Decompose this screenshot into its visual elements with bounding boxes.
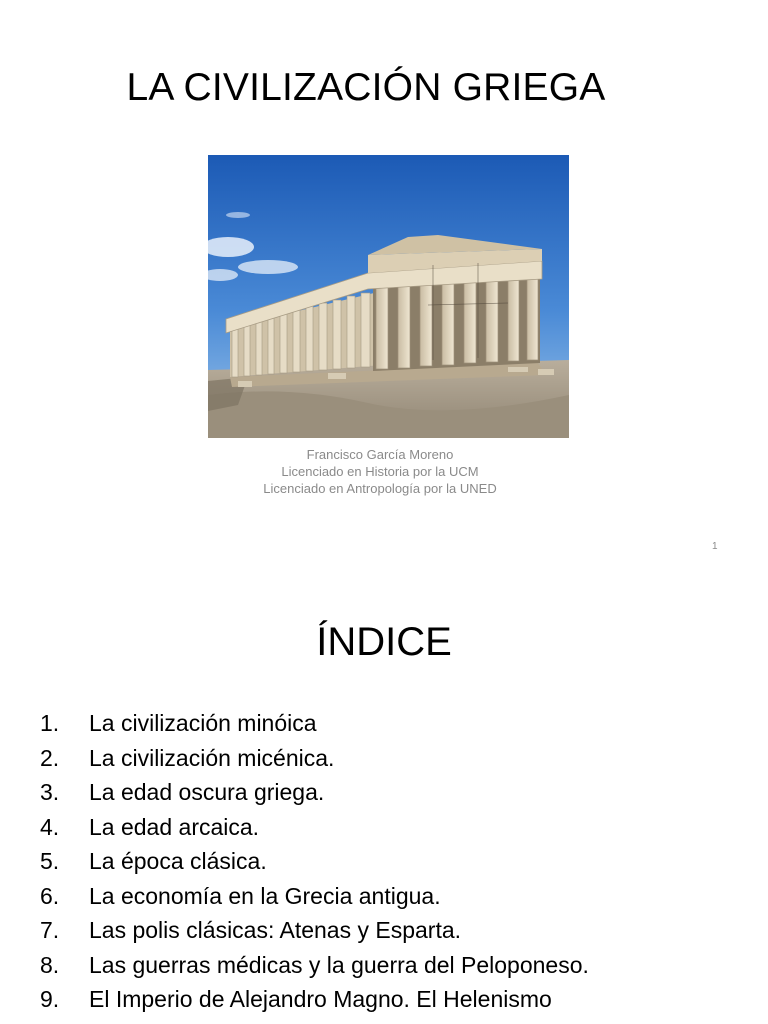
item-text: La época clásica. <box>89 848 267 874</box>
list-item <box>40 706 589 741</box>
list-item <box>40 775 589 810</box>
list-item <box>40 948 589 983</box>
item-text: Las polis clásicas: Atenas y Esparta. <box>89 917 462 943</box>
list-item <box>40 879 589 914</box>
presentation-title: LA CIVILIZACIÓN GRIEGA <box>126 66 606 109</box>
author-name: Francisco García Moreno <box>306 447 454 462</box>
item-text: El Imperio de Alejandro Magno. El Helenismo <box>89 986 552 1012</box>
item-number: 1. <box>40 710 60 736</box>
item-number: 5. <box>40 848 60 874</box>
parthenon-photo <box>208 155 569 438</box>
item-text: Las guerras médicas y la guerra del Peloponeso. <box>89 951 589 978</box>
list-item <box>40 982 589 1017</box>
item-number: 3. <box>40 779 60 805</box>
list-item <box>40 913 589 948</box>
item-text: La edad oscura griega. <box>89 779 325 805</box>
item-text: La civilización minóica <box>89 710 317 736</box>
author-degree-history: Licenciado en Historia por la UCM <box>281 464 479 479</box>
item-text: La economía en la Grecia antigua. <box>89 882 441 909</box>
page-number: 1 <box>712 541 718 552</box>
index-title: ÍNDICE <box>316 620 452 664</box>
list-item <box>40 741 589 776</box>
author-credits <box>0 446 760 497</box>
index-list <box>40 706 589 1017</box>
item-number: 2. <box>40 744 60 771</box>
item-number: 8. <box>40 951 60 978</box>
item-number: 7. <box>40 917 60 943</box>
slide-index <box>0 576 768 1024</box>
item-text: La civilización micénica. <box>89 744 335 771</box>
list-item <box>40 844 589 879</box>
item-number: 9. <box>40 986 60 1012</box>
list-item <box>40 810 589 845</box>
item-number: 4. <box>40 813 60 840</box>
item-text: La edad arcaica. <box>89 813 260 840</box>
author-degree-anthropology: Licenciado en Antropología por la UNED <box>263 481 497 496</box>
item-number: 6. <box>40 882 60 909</box>
